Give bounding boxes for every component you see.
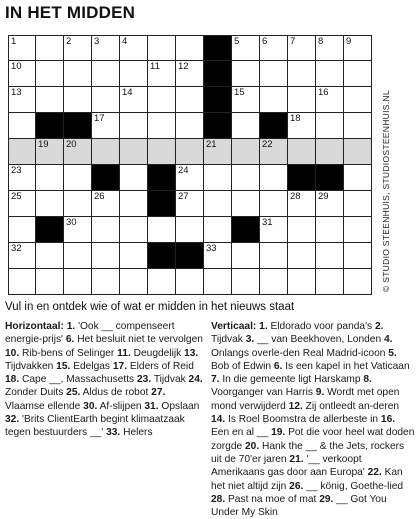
clue-text: Voorganger van Harris bbox=[211, 387, 313, 399]
grid-cell[interactable] bbox=[288, 269, 316, 295]
clue-number: 17 bbox=[94, 113, 105, 124]
clue-number: 30 bbox=[66, 217, 77, 228]
clue-text: Vlaamse ellende bbox=[5, 400, 81, 412]
clue-text: Past na moe of mat bbox=[228, 493, 317, 505]
grid-cell[interactable] bbox=[344, 217, 372, 243]
grid-cell[interactable] bbox=[316, 243, 344, 269]
grid-cell[interactable] bbox=[344, 87, 372, 113]
grid-cell[interactable] bbox=[260, 165, 288, 191]
grid-cell[interactable] bbox=[204, 269, 232, 295]
grid-cell[interactable] bbox=[232, 165, 260, 191]
grid-cell[interactable] bbox=[92, 87, 120, 113]
grid-cell[interactable] bbox=[176, 61, 204, 87]
clue-number-label: 20. bbox=[245, 440, 260, 452]
clue-text: Tijdvak bbox=[211, 334, 243, 346]
grid-cell[interactable] bbox=[120, 269, 148, 295]
grid-cell[interactable] bbox=[344, 35, 372, 61]
grid-cell[interactable] bbox=[120, 35, 148, 61]
grid-cell[interactable] bbox=[92, 139, 120, 165]
clue-number: 8 bbox=[318, 36, 324, 47]
grid-cell[interactable] bbox=[64, 269, 92, 295]
grid-cell[interactable] bbox=[64, 165, 92, 191]
grid-cell[interactable] bbox=[344, 191, 372, 217]
grid-cell[interactable] bbox=[232, 61, 260, 87]
grid-cell[interactable] bbox=[120, 217, 148, 243]
black-cell bbox=[288, 165, 316, 191]
grid-cell[interactable] bbox=[176, 87, 204, 113]
clue-text: Tijdvakken bbox=[5, 360, 54, 372]
grid-cell[interactable] bbox=[176, 113, 204, 139]
clue-number-label: 23. bbox=[136, 374, 152, 386]
grid-cell[interactable] bbox=[64, 139, 92, 165]
clue-number-label: 14. bbox=[211, 414, 226, 426]
clue-text: Eldorado voor panda's bbox=[270, 321, 373, 332]
clue-text: __ van Beekhoven, Londen bbox=[257, 334, 382, 346]
grid-cell[interactable] bbox=[232, 35, 260, 61]
clue-number: 26 bbox=[94, 191, 105, 202]
clue-number: 3 bbox=[94, 36, 100, 47]
clue-number-label: 28. bbox=[211, 493, 226, 505]
clue-number: 28 bbox=[290, 191, 301, 202]
black-cell bbox=[204, 113, 232, 139]
grid-cell[interactable] bbox=[260, 139, 288, 165]
grid-cell[interactable] bbox=[232, 243, 260, 269]
grid-cell[interactable] bbox=[288, 139, 316, 165]
grid-cell[interactable] bbox=[204, 165, 232, 191]
grid-cell[interactable] bbox=[176, 191, 204, 217]
grid-cell[interactable] bbox=[64, 217, 92, 243]
clue-number-label: 7. bbox=[211, 374, 220, 386]
clue-text: Tijdvak bbox=[153, 374, 186, 386]
grid-cell[interactable] bbox=[92, 61, 120, 87]
clue-number: 6 bbox=[262, 36, 268, 47]
grid-cell[interactable] bbox=[8, 165, 36, 191]
clue-text: Bob of Edwin bbox=[211, 360, 272, 372]
clue-number-label: 5. bbox=[388, 347, 397, 359]
grid-cell[interactable] bbox=[8, 217, 36, 243]
clue-number: 1 bbox=[11, 36, 17, 47]
clue-number: 23 bbox=[11, 165, 22, 176]
grid-cell[interactable] bbox=[148, 217, 176, 243]
clue-number-label: 2. bbox=[374, 321, 384, 332]
clue-number-label: 3. bbox=[245, 334, 255, 346]
clue-number-label: 24. bbox=[188, 374, 203, 386]
clue-number: 2 bbox=[66, 36, 72, 47]
clue-number: 5 bbox=[234, 36, 240, 47]
grid-cell[interactable] bbox=[204, 217, 232, 243]
clue-number-label: 27. bbox=[151, 387, 166, 399]
grid-cell[interactable] bbox=[204, 243, 232, 269]
clue-number: 18 bbox=[290, 113, 301, 124]
grid-cell[interactable] bbox=[148, 61, 176, 87]
grid-cell[interactable] bbox=[36, 165, 64, 191]
grid-cell[interactable] bbox=[64, 35, 92, 61]
grid-cell[interactable] bbox=[232, 269, 260, 295]
clue-number-label: 15. bbox=[56, 360, 71, 372]
clue-text: '__ verkoopt Amerikaans gas door aan Europa' bbox=[211, 453, 365, 479]
black-cell bbox=[148, 191, 176, 217]
grid-cell[interactable] bbox=[176, 165, 204, 191]
grid-cell[interactable] bbox=[8, 61, 36, 87]
clue-text: Deugdelijk bbox=[133, 347, 182, 359]
grid-cell[interactable] bbox=[36, 139, 64, 165]
clue-text: Hank the __ & the Jets, rockers uit de 70'er jaren bbox=[211, 440, 405, 465]
grid-cell[interactable] bbox=[120, 61, 148, 87]
grid-cell[interactable] bbox=[64, 87, 92, 113]
clue-number-label: 4. bbox=[383, 334, 393, 346]
grid-cell[interactable] bbox=[92, 243, 120, 269]
clue-text: Zonder Duits bbox=[5, 387, 64, 399]
clue-text: 'Brits ClientEarth begint klimaatzaak tegen bestuurders __' bbox=[5, 414, 185, 439]
clue-number: 9 bbox=[346, 36, 352, 47]
grid-cell[interactable] bbox=[344, 61, 372, 87]
clue-number-label: 6. bbox=[273, 360, 283, 372]
grid-cell[interactable] bbox=[260, 35, 288, 61]
crossword-grid bbox=[8, 35, 372, 295]
grid-cell[interactable] bbox=[232, 139, 260, 165]
grid-cell[interactable] bbox=[232, 87, 260, 113]
clue-text: Is een kapel in het Vaticaan bbox=[285, 360, 410, 372]
grid-cell[interactable] bbox=[316, 217, 344, 243]
black-cell bbox=[92, 165, 120, 191]
grid-cell[interactable] bbox=[260, 217, 288, 243]
clue-number-label: 8. bbox=[363, 374, 372, 386]
clue-number: 22 bbox=[262, 139, 273, 150]
black-cell bbox=[204, 61, 232, 87]
grid-cell[interactable] bbox=[176, 139, 204, 165]
grid-cell[interactable] bbox=[36, 191, 64, 217]
clue-number: 32 bbox=[11, 243, 22, 254]
clue-number: 29 bbox=[318, 191, 329, 202]
black-cell bbox=[148, 165, 176, 191]
grid-cell[interactable] bbox=[260, 61, 288, 87]
grid-cell[interactable] bbox=[36, 87, 64, 113]
copyright-credit: © STUDIO STEENHUIS, STUDIOSTEENHUIS.NL bbox=[381, 90, 391, 292]
clue-text: Edelgas bbox=[73, 360, 111, 372]
grid-cell[interactable] bbox=[344, 243, 372, 269]
grid-cell[interactable] bbox=[92, 35, 120, 61]
black-cell bbox=[204, 35, 232, 61]
grid-cell[interactable] bbox=[8, 191, 36, 217]
clue-text: Onlangs overle-den Real Madrid-icoon bbox=[211, 347, 386, 359]
grid-cell[interactable] bbox=[316, 113, 344, 139]
puzzle-title: IN HET MIDDEN bbox=[5, 3, 136, 22]
grid-cell[interactable] bbox=[120, 139, 148, 165]
black-cell bbox=[232, 217, 260, 243]
grid-cell[interactable] bbox=[64, 61, 92, 87]
grid-cell[interactable] bbox=[316, 269, 344, 295]
clue-text: Zij ontleedt an-deren bbox=[305, 400, 400, 412]
grid-cell[interactable] bbox=[288, 35, 316, 61]
black-cell bbox=[316, 165, 344, 191]
clue-number-label: 33. bbox=[106, 427, 121, 439]
clue-text: Kan het niet altijd zijn bbox=[211, 467, 403, 492]
black-cell bbox=[176, 243, 204, 269]
grid-cell[interactable] bbox=[8, 269, 36, 295]
grid-cell[interactable] bbox=[288, 217, 316, 243]
grid-cell[interactable] bbox=[8, 139, 36, 165]
grid-cell[interactable] bbox=[288, 113, 316, 139]
grid-cell[interactable] bbox=[148, 269, 176, 295]
grid-cell[interactable] bbox=[8, 113, 36, 139]
clue-text: Elders of Reid bbox=[129, 360, 194, 372]
clue-text: Rib-bens of Selinger bbox=[22, 347, 115, 359]
clue-text: __ könig, Goethe-lied bbox=[306, 480, 404, 492]
clue-text: Opslaan bbox=[161, 400, 200, 412]
grid-cell[interactable] bbox=[232, 113, 260, 139]
clue-number-label: 30. bbox=[83, 400, 98, 412]
grid-cell[interactable] bbox=[120, 191, 148, 217]
grid-cell[interactable] bbox=[344, 113, 372, 139]
grid-cell[interactable] bbox=[204, 191, 232, 217]
grid-cell[interactable] bbox=[120, 87, 148, 113]
grid-cell[interactable] bbox=[288, 61, 316, 87]
clue-number: 12 bbox=[178, 61, 189, 72]
clue-number: 21 bbox=[206, 139, 217, 150]
grid-cell[interactable] bbox=[92, 269, 120, 295]
grid-cell[interactable] bbox=[64, 191, 92, 217]
clue-number-label: 18. bbox=[5, 374, 20, 386]
grid-cell[interactable] bbox=[176, 35, 204, 61]
clue-number: 19 bbox=[38, 139, 49, 150]
black-cell bbox=[204, 87, 232, 113]
grid-cell[interactable] bbox=[8, 87, 36, 113]
clue-text: 'Ook __ compenseert energie-prijs' bbox=[5, 321, 175, 346]
clue-text: Helers bbox=[123, 427, 153, 439]
grid-cell[interactable] bbox=[316, 191, 344, 217]
grid-cell[interactable] bbox=[120, 165, 148, 191]
clue-heading: Horizontaal: bbox=[5, 321, 64, 332]
clue-number: 4 bbox=[122, 36, 128, 47]
grid-cell[interactable] bbox=[260, 243, 288, 269]
black-cell bbox=[64, 113, 92, 139]
clue-number-label: 10. bbox=[5, 347, 20, 359]
clue-number: 33 bbox=[206, 243, 217, 254]
grid-cell[interactable] bbox=[8, 243, 36, 269]
grid-cell[interactable] bbox=[288, 87, 316, 113]
clue-number: 31 bbox=[262, 217, 273, 228]
puzzle-instructions: Vul in en ontdek wie of wat er midden in het nieuws staat bbox=[5, 301, 295, 313]
clue-number-label: 1. bbox=[259, 321, 268, 332]
clue-text: Pot die voor heel wat doden zorgde bbox=[211, 427, 415, 452]
grid-cell[interactable] bbox=[92, 217, 120, 243]
clue-number: 20 bbox=[66, 139, 77, 150]
clue-number: 14 bbox=[122, 87, 133, 98]
clue-number-label: 29. bbox=[319, 493, 334, 505]
clue-text: Wordt met open mond verwijderd bbox=[211, 387, 400, 412]
clue-number: 13 bbox=[11, 87, 22, 98]
grid-cell[interactable] bbox=[64, 243, 92, 269]
clue-text: Aldus de robot bbox=[82, 387, 149, 399]
clue-number-label: 19. bbox=[271, 427, 286, 439]
grid-cell[interactable] bbox=[8, 35, 36, 61]
clue-number: 15 bbox=[234, 87, 245, 98]
clue-number-label: 26. bbox=[289, 480, 304, 492]
grid-cell[interactable] bbox=[260, 269, 288, 295]
clue-number-label: 32. bbox=[5, 414, 20, 426]
grid-cell[interactable] bbox=[148, 87, 176, 113]
grid-cell[interactable] bbox=[344, 165, 372, 191]
clue-number-label: 12. bbox=[288, 400, 303, 412]
grid-cell[interactable] bbox=[36, 35, 64, 61]
black-cell bbox=[36, 113, 64, 139]
clue-number: 7 bbox=[290, 36, 296, 47]
grid-cell[interactable] bbox=[92, 191, 120, 217]
clue-number-label: 1. bbox=[66, 321, 76, 332]
grid-cell[interactable] bbox=[120, 243, 148, 269]
grid-cell[interactable] bbox=[288, 243, 316, 269]
clue-number: 24 bbox=[178, 165, 189, 176]
grid-cell[interactable] bbox=[148, 139, 176, 165]
clue-number-label: 17. bbox=[112, 360, 128, 372]
grid-cell[interactable] bbox=[316, 35, 344, 61]
clue-number: 11 bbox=[150, 61, 160, 72]
grid-cell[interactable] bbox=[148, 35, 176, 61]
black-cell bbox=[36, 217, 64, 243]
clue-number-label: 21. bbox=[289, 453, 304, 465]
clue-number-label: 31. bbox=[144, 400, 159, 412]
clue-heading: Verticaal: bbox=[211, 321, 257, 332]
clue-number-label: 11. bbox=[117, 347, 131, 359]
grid-cell[interactable] bbox=[120, 113, 148, 139]
grid-cell[interactable] bbox=[232, 191, 260, 217]
clue-number-label: 6. bbox=[65, 334, 75, 346]
grid-cell[interactable] bbox=[176, 269, 204, 295]
clue-text: Cape __, Massachusetts bbox=[22, 374, 135, 386]
grid-cell[interactable] bbox=[344, 269, 372, 295]
clue-text: __ Got You Under My Skin bbox=[211, 493, 387, 519]
grid-cell[interactable] bbox=[316, 87, 344, 113]
clue-number: 16 bbox=[318, 87, 329, 98]
clues-horizontal bbox=[5, 320, 205, 440]
clue-number: 27 bbox=[178, 191, 189, 202]
clue-text: In die gemeente ligt Harskamp bbox=[222, 374, 361, 386]
clue-text: Is Roel Boomstra de allerbeste in bbox=[228, 414, 379, 426]
clue-number-label: 9. bbox=[315, 387, 325, 399]
clue-text: Af-slijpen bbox=[99, 400, 142, 412]
grid-cell[interactable] bbox=[288, 191, 316, 217]
clue-number: 10 bbox=[11, 61, 22, 72]
clue-number-label: 16. bbox=[380, 414, 396, 426]
grid-cell[interactable] bbox=[204, 139, 232, 165]
grid-cell[interactable] bbox=[344, 139, 372, 165]
clue-text: Een en al __ bbox=[211, 427, 269, 439]
grid-cell[interactable] bbox=[316, 139, 344, 165]
grid-cell[interactable] bbox=[260, 191, 288, 217]
grid-cell[interactable] bbox=[176, 217, 204, 243]
clue-number: 25 bbox=[11, 191, 22, 202]
grid-cell[interactable] bbox=[316, 61, 344, 87]
grid-cell[interactable] bbox=[36, 61, 64, 87]
clues-vertical bbox=[211, 320, 415, 519]
clue-number-label: 25. bbox=[66, 387, 81, 399]
grid-cell[interactable] bbox=[148, 113, 176, 139]
black-cell bbox=[148, 243, 176, 269]
clue-number-label: 22. bbox=[367, 467, 382, 479]
grid-cell[interactable] bbox=[36, 243, 64, 269]
grid-cell[interactable] bbox=[260, 87, 288, 113]
grid-cell[interactable] bbox=[36, 269, 64, 295]
clue-number-label: 13. bbox=[184, 347, 199, 359]
clue-text: Het besluit niet te vervolgen bbox=[77, 334, 203, 346]
black-cell bbox=[260, 113, 288, 139]
grid-cell[interactable] bbox=[92, 113, 120, 139]
